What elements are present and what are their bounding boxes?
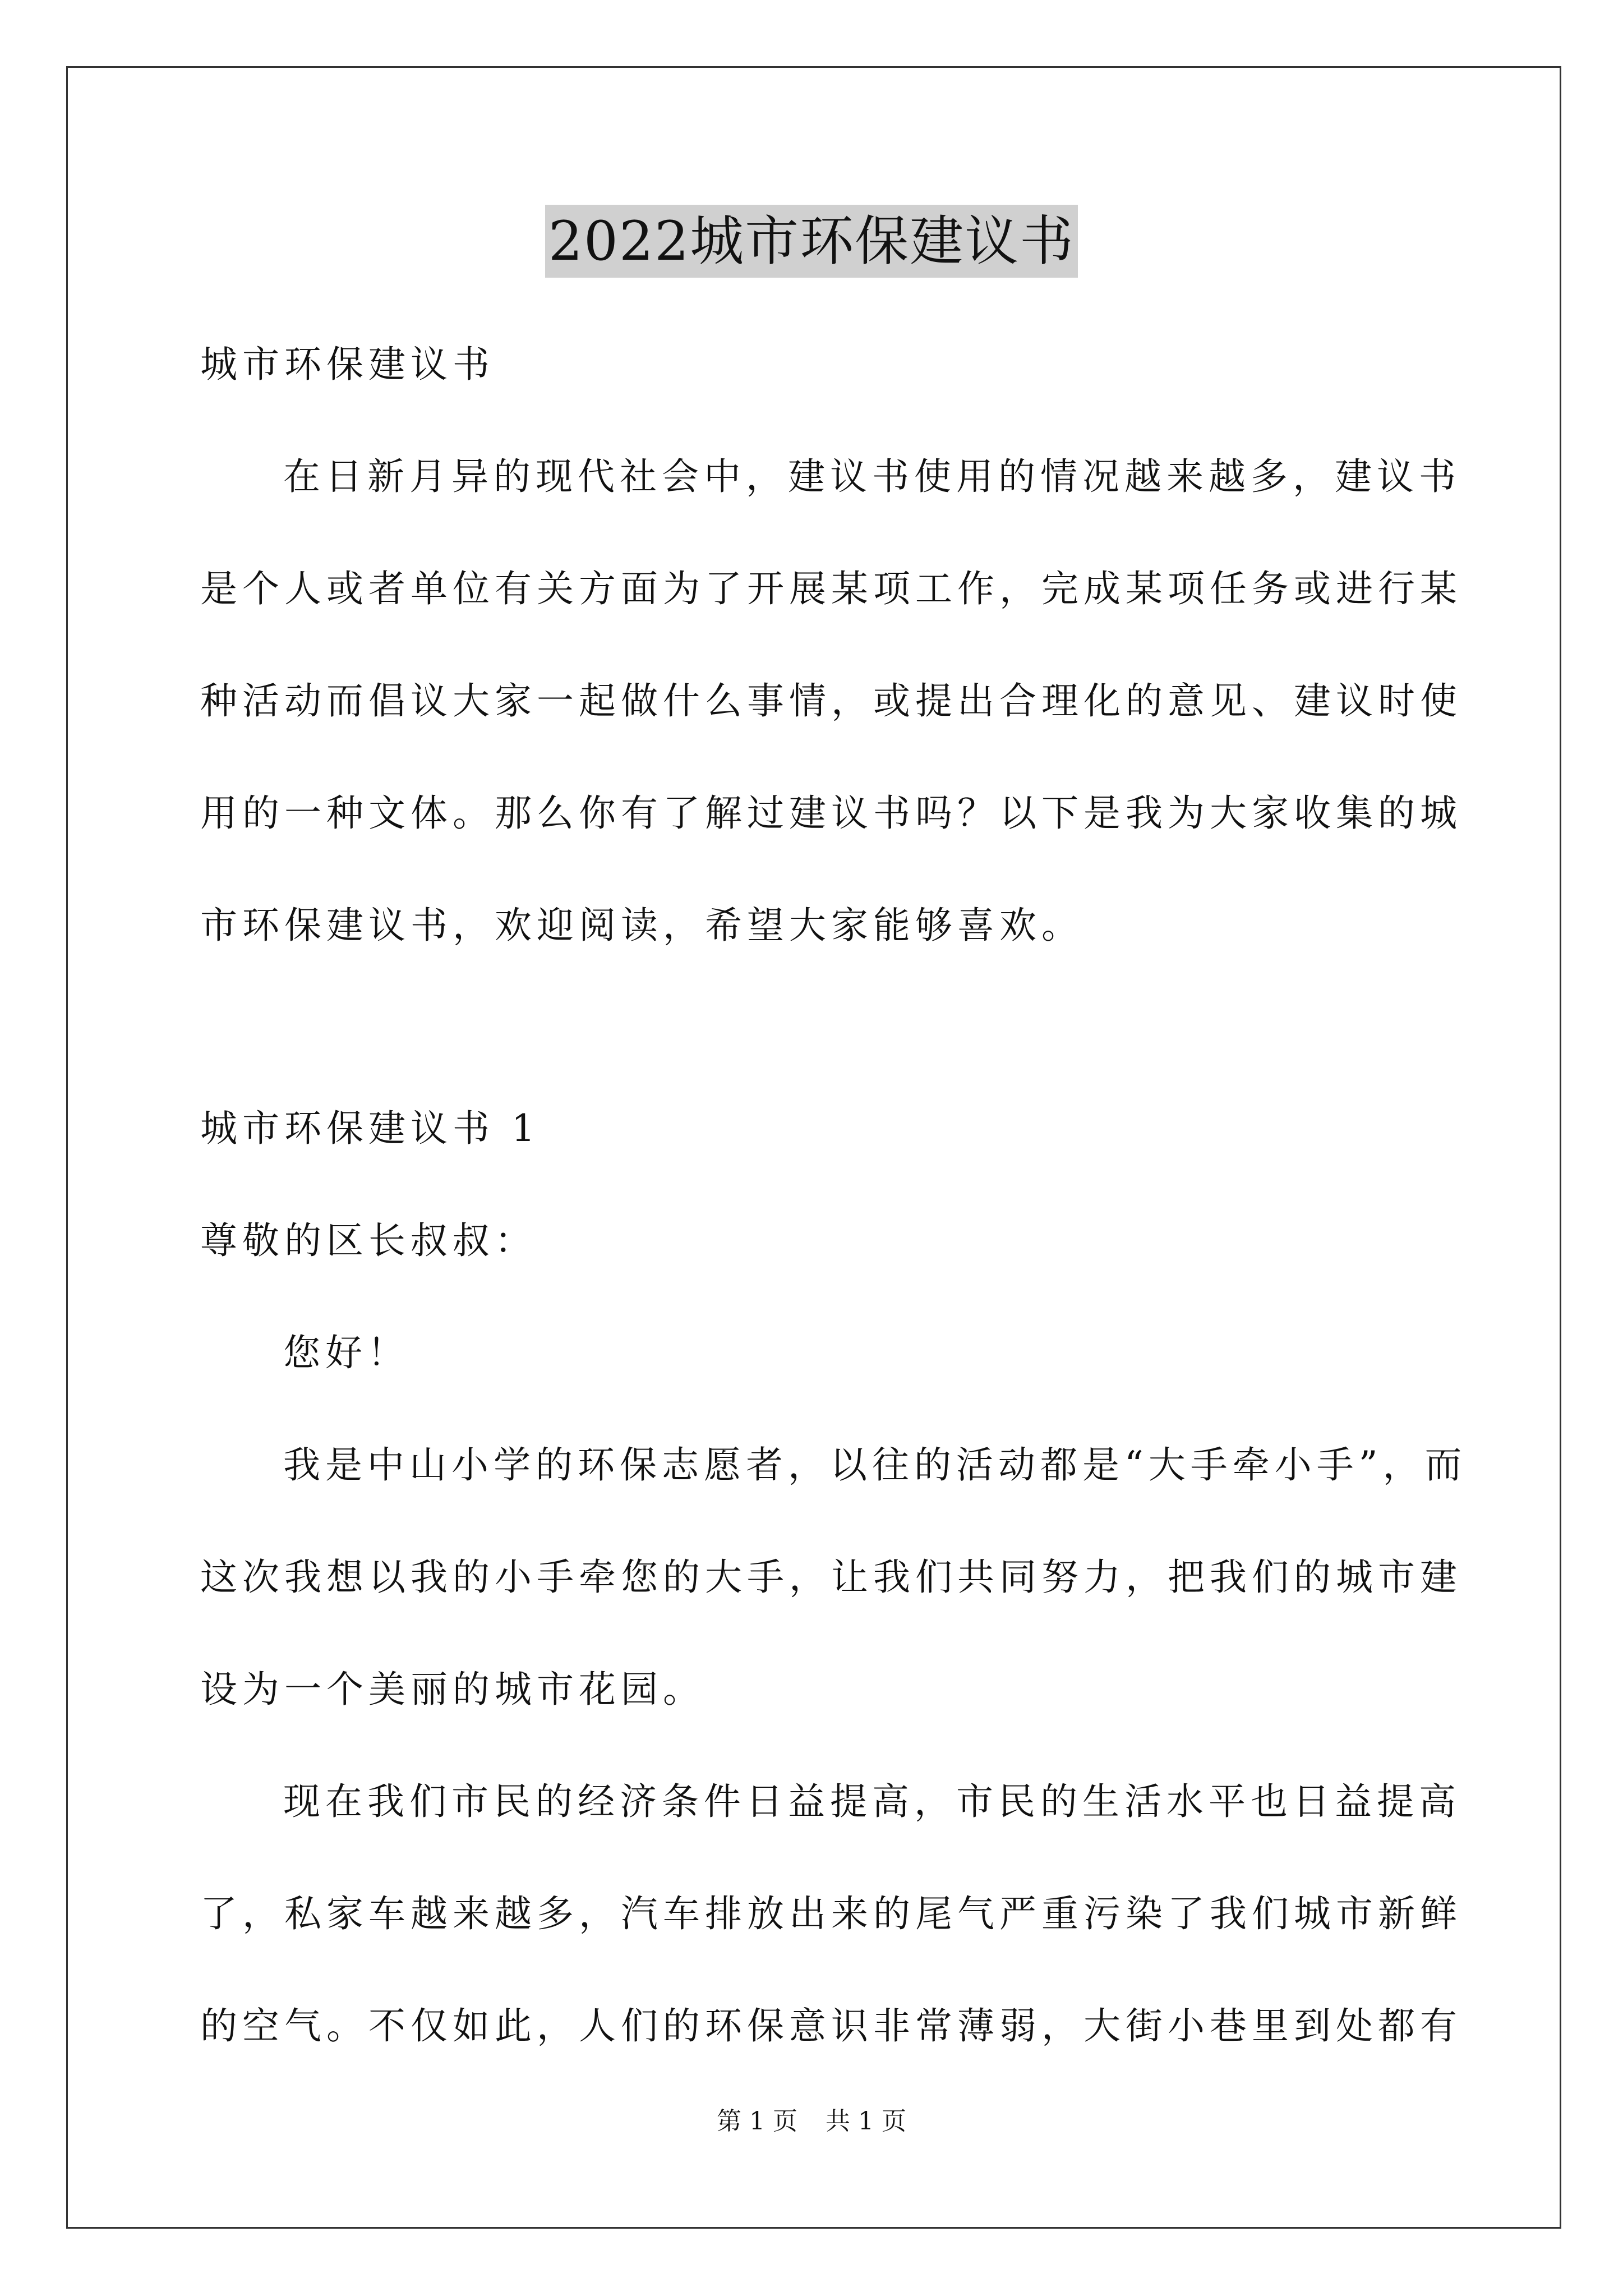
intro-line: 是个人或者单位有关方面为了开展某项工作，完成某项任务或进行某 — [200, 567, 1462, 610]
page-number: 第 1 页 — [717, 2107, 797, 2136]
intro-line: 用的一种文体。那么你有了解过建议书吗？以下是我为大家收集的城 — [200, 792, 1462, 835]
paragraph-line: 设为一个美丽的城市花园。 — [200, 1668, 705, 1711]
greeting: 您好！ — [283, 1331, 409, 1374]
paragraph-line: 现在我们市民的经济条件日益提高，市民的生活水平也日益提高 — [283, 1780, 1461, 1823]
subtitle: 城市环保建议书 — [200, 343, 495, 386]
paragraph-line: 了，私家车越来越多，汽车排放出来的尾气严重污染了我们城市新鲜 — [200, 1892, 1462, 1935]
total-pages: 共 1 页 — [826, 2107, 906, 2136]
document-title: 2022城市环保建议书 — [545, 205, 1078, 278]
paragraph-line: 这次我想以我的小手牵您的大手，让我们共同努力，把我们的城市建 — [200, 1556, 1462, 1599]
paragraph-line: 的空气。不仅如此，人们的环保意识非常薄弱，大街小巷里到处都有 — [200, 2004, 1462, 2047]
intro-line: 种活动而倡议大家一起做什么事情，或提出合理化的意见、建议时使 — [200, 679, 1462, 723]
title-container — [0, 205, 1623, 278]
intro-line: 在日新月异的现代社会中，建议书使用的情况越来越多，建议书 — [283, 455, 1461, 498]
section-heading: 城市环保建议书 1 — [200, 1107, 540, 1150]
page-footer — [0, 2105, 1623, 2138]
intro-line: 市环保建议书，欢迎阅读，希望大家能够喜欢。 — [200, 904, 1083, 947]
paragraph-line: 我是中山小学的环保志愿者，以往的活动都是“大手牵小手”，而 — [283, 1443, 1467, 1487]
salutation: 尊敬的区长叔叔： — [200, 1219, 537, 1262]
